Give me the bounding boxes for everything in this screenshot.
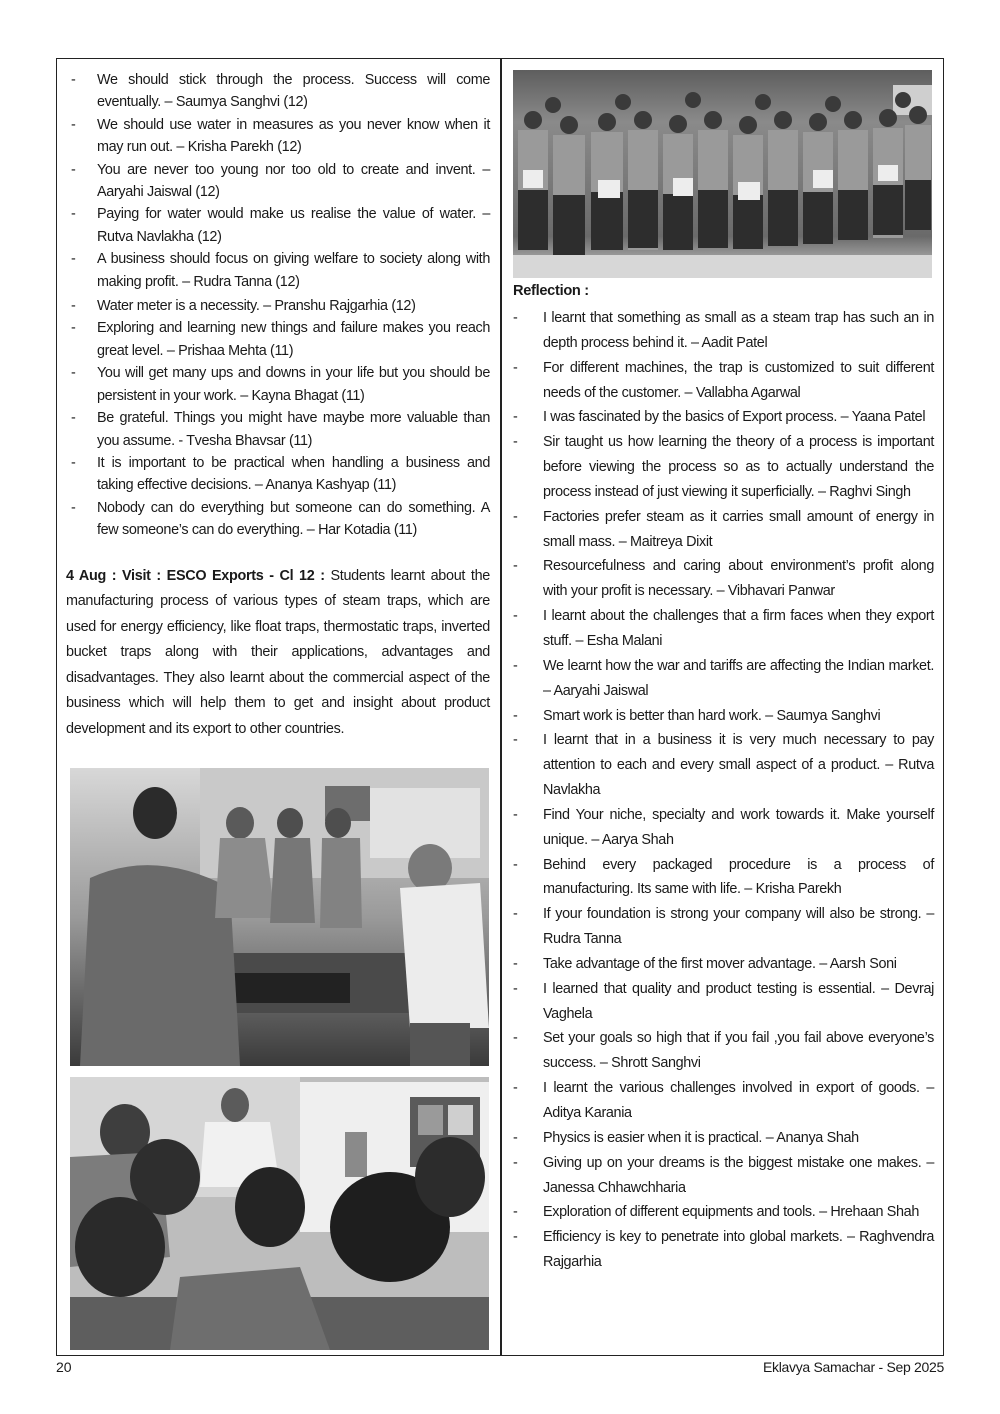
reflection-item: - Behind every packaged procedure is a process of manufacturing. Its same with life. – Krisha Parekh — [508, 853, 934, 903]
bullet-dash-icon: - — [513, 707, 518, 724]
reflection-heading: Reflection : — [513, 283, 589, 299]
bullet-dash-icon: - — [513, 1129, 518, 1146]
bullet-dash-icon: - — [71, 206, 76, 223]
bullet-dash-icon: - — [71, 320, 76, 337]
quote-item: - It is important to be practical when handling a business and taking effective decisions. – Ananya Kashyap (11) — [66, 452, 490, 497]
bullet-dash-icon: - — [71, 365, 76, 382]
reflection-quotes-list — [508, 306, 934, 1275]
bullet-dash-icon: - — [71, 161, 76, 178]
quote-item: - Exploring and learning new things and failure makes you reach great level. – Prishaa Mehta (11) — [66, 317, 490, 362]
quote-item: - We should use water in measures as you never know when it may run out. – Krisha Parekh (12) — [66, 114, 490, 159]
reflection-item: - Sir taught us how learning the theory of a process is important before viewing the process so as to actually understand the process instead of just viewing it superficially. – Raghvi Singh — [508, 430, 934, 505]
bullet-dash-icon: - — [513, 1204, 518, 1221]
reflection-item: - Take advantage of the first mover advantage. – Aarsh Soni — [508, 952, 934, 977]
quote-item: - You are never too young nor too old to create and invent. – Aaryahi Jaiswal (12) — [66, 159, 490, 204]
bullet-dash-icon: - — [71, 116, 76, 133]
right-column — [508, 306, 934, 1275]
bullet-dash-icon: - — [513, 1080, 518, 1097]
bullet-dash-icon: - — [513, 1030, 518, 1047]
visit-body: Students learnt about the manufacturing process of various types of steam traps, which are used for energy efficiency, like float traps, thermostatic traps, inverted bucket traps along with their applications, advantages and disadvantages. They also learnt about the commercial aspect of the business which will help them to get and insight about product development and its export to other countries. — [66, 567, 490, 737]
reflection-item: - We learnt how the war and tariffs are affecting the Indian market. – Aaryahi Jaiswal — [508, 654, 934, 704]
quote-item: - We should stick through the process. Success will come eventually. – Saumya Sanghvi (12) — [66, 69, 490, 114]
quote-item: - Paying for water would make us realise the value of water. – Rutva Navlakha (12) — [66, 203, 490, 248]
bullet-dash-icon: - — [513, 409, 518, 426]
machine-photo-image — [70, 1077, 489, 1350]
workshop-photo-image — [70, 768, 489, 1066]
bullet-dash-icon: - — [513, 657, 518, 674]
bullet-dash-icon: - — [513, 608, 518, 625]
bullet-dash-icon: - — [513, 980, 518, 997]
bullet-dash-icon: - — [71, 72, 76, 88]
reflection-item: - I learnt about the challenges that a firm faces when they export stuff. – Esha Malani — [508, 604, 934, 654]
bullet-dash-icon: - — [513, 1154, 518, 1171]
reflection-item: - Giving up on your dreams is the biggest mistake one makes. – Janessa Chhawchharia — [508, 1151, 934, 1201]
reflection-item: - I was fascinated by the basics of Export process. – Yaana Patel — [508, 405, 934, 430]
bullet-dash-icon: - — [71, 298, 76, 315]
quote-item: - Be grateful. Things you might have maybe more valuable than you assume. - Tvesha Bhavsar (11) — [66, 407, 490, 452]
group-photo-image — [513, 70, 932, 278]
reflection-item: - I learnt the various challenges involved in export of goods. – Aditya Karania — [508, 1076, 934, 1126]
reflection-item: - I learnt that something as small as a steam trap has such an in depth process behind it. – Aadit Patel — [508, 306, 934, 356]
reflection-item: - Physics is easier when it is practical. – Ananya Shah — [508, 1126, 934, 1151]
bullet-dash-icon: - — [513, 856, 518, 873]
bullet-dash-icon: - — [71, 454, 76, 471]
quote-item: - You will get many ups and downs in your life but you should be persistent in your work. – Kayna Bhagat (11) — [66, 362, 490, 407]
bullet-dash-icon: - — [513, 906, 518, 923]
reflection-item: - For different machines, the trap is customized to suit different needs of the customer. – Vallabha Agarwal — [508, 356, 934, 406]
reflection-item: - Exploration of different equipments and tools. – Hrehaan Shah — [508, 1200, 934, 1225]
quote-item: - A business should focus on giving welfare to society along with making profit. – Rudra Tanna (12) — [66, 248, 490, 293]
reflection-item: - If your foundation is strong your company will also be strong. – Rudra Tanna — [508, 902, 934, 952]
bullet-dash-icon: - — [513, 955, 518, 972]
bullet-dash-icon: - — [513, 359, 518, 376]
bullet-dash-icon: - — [513, 558, 518, 575]
bullet-dash-icon: - — [71, 251, 76, 268]
reflection-item: - Set your goals so high that if you fail ,you fail above everyone’s success. – Shrott Sanghvi — [508, 1026, 934, 1076]
visit-paragraph — [66, 564, 490, 743]
bullet-dash-icon: - — [513, 508, 518, 525]
bullet-dash-icon: - — [513, 434, 518, 451]
bullet-dash-icon: - — [513, 1229, 518, 1246]
left-column — [66, 69, 490, 756]
reflection-item: - Find Your niche, specialty and work towards it. Make yourself unique. – Aarya Shah — [508, 803, 934, 853]
bullet-dash-icon: - — [71, 499, 76, 516]
bullet-dash-icon: - — [513, 732, 518, 749]
student-quotes-list — [66, 69, 490, 542]
reflection-item: - I learnt that in a business it is very much necessary to pay attention to each and every small aspect of a product. – Rutva Navlakha — [508, 728, 934, 803]
visit-heading: 4 Aug : Visit : ESCO Exports - Cl 12 : — [66, 567, 325, 584]
reflection-item: - Efficiency is key to penetrate into global markets. – Raghvendra Rajgarhia — [508, 1225, 934, 1275]
page-number: 20 — [56, 1359, 72, 1375]
reflection-item: - Smart work is better than hard work. – Saumya Sanghvi — [508, 704, 934, 729]
publication-footer: Eklavya Samachar - Sep 2025 — [762, 1359, 944, 1375]
reflection-item: - Factories prefer steam as it carries small amount of energy in small mass. – Maitreya Dixit — [508, 505, 934, 555]
bullet-dash-icon: - — [513, 310, 518, 326]
reflection-item: - I learned that quality and product testing is essential. – Devraj Vaghela — [508, 977, 934, 1027]
machine-photo — [70, 1077, 489, 1350]
bullet-dash-icon: - — [513, 806, 518, 823]
quote-item: - Water meter is a necessity. – Pranshu Rajgarhia (12) — [66, 295, 490, 317]
bullet-dash-icon: - — [71, 410, 76, 427]
reflection-item: - Resourcefulness and caring about environment’s profit along with your profit is necessary. – Vibhavari Panwar — [508, 554, 934, 604]
column-divider — [500, 58, 502, 1356]
group-photo — [513, 70, 932, 278]
quote-item: - Nobody can do everything but someone can do something. A few someone’s can do everything. – Har Kotadia (11) — [66, 497, 490, 542]
workshop-photo — [70, 768, 489, 1066]
